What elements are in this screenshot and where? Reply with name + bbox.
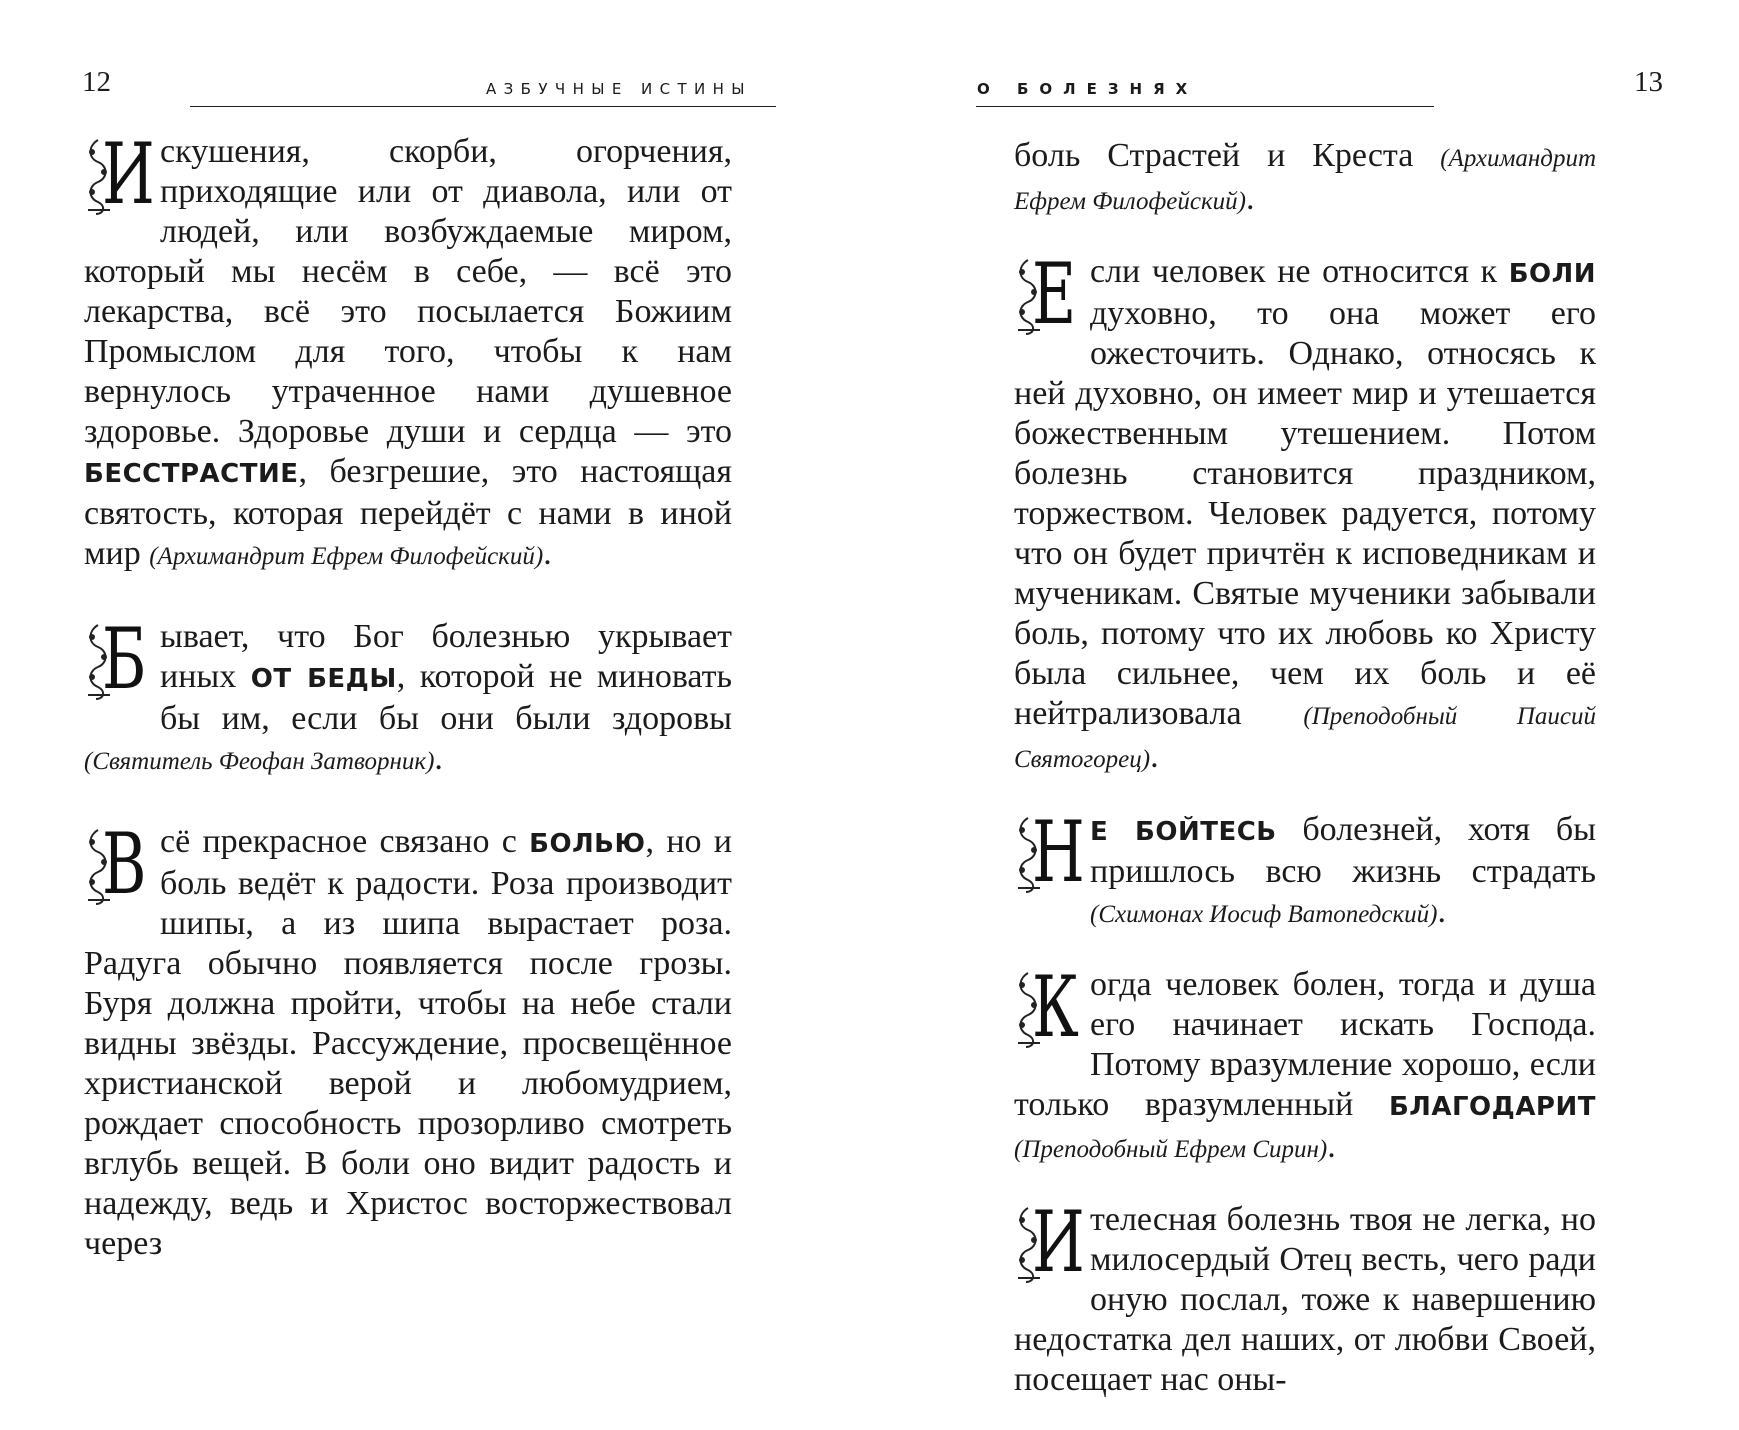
right-page — [870, 0, 1739, 1398]
paragraph — [1014, 958, 1596, 1170]
paragraph-text: огда человек болен, тогда и душа его начинает искать Господа. Потому вразумление хорошо, если только вразумленный — [1014, 966, 1596, 1123]
paragraph-text: , безгрешие, это настоящая святость, которая перейдёт с нами в иной мир — [84, 453, 732, 572]
drop-cap — [1014, 958, 1082, 1056]
drop-cap — [1014, 803, 1085, 901]
drop-cap — [84, 125, 155, 223]
keyword: Е БОЙТЕСЬ — [1090, 817, 1277, 847]
drop-cap-letter: К — [1032, 958, 1079, 1056]
drop-cap — [1014, 245, 1082, 343]
citation: (Схимонах Иосиф Ватопедский) — [1090, 901, 1438, 928]
paragraph — [84, 815, 732, 1264]
paragraph-end: . — [1245, 180, 1255, 217]
page-number: 13 — [1634, 66, 1663, 98]
paragraph — [84, 610, 733, 782]
paragraph-text: боль Страстей и Креста — [1014, 137, 1441, 174]
paragraph-continuation — [1014, 136, 1596, 222]
drop-cap-letter: В — [102, 815, 147, 913]
paragraph-end: . — [434, 740, 443, 777]
paragraph-end: . — [1150, 738, 1159, 775]
paragraph-text: болезней, хотя бы пришлось всю жизнь страдать — [1090, 811, 1596, 890]
page-number: 12 — [82, 66, 111, 98]
left-page — [0, 0, 870, 1274]
drop-cap-letter: И — [1032, 1193, 1085, 1291]
header-rule — [190, 106, 776, 107]
citation: (Преподобный Ефрем Сирин) — [1014, 1136, 1328, 1163]
drop-cap-letter: Б — [102, 610, 147, 708]
paragraph-end: . — [543, 535, 552, 572]
citation: (Архимандрит Ефрем Филофейский) — [1014, 145, 1596, 215]
keyword: БЛАГОДАРИТ — [1388, 1092, 1596, 1122]
paragraph — [1014, 245, 1596, 780]
page-body — [1014, 136, 1596, 1430]
drop-cap-letter: И — [102, 125, 155, 223]
paragraph — [1014, 1193, 1596, 1400]
drop-cap — [84, 610, 152, 708]
paragraph-text: , но и боль ведёт к радости. Роза производит шипы, а из шипа вырастает роза. Радуга обычно появляется после грозы. Буря должна пройти, чтобы на небе стали видны звёзды. Рассуждение, просвещённое христианской верой и любомудрием, рождает способность прозорливо смотреть вглубь вещей. В боли оно видит радость и надежду, ведь и Христос восторжествовал через — [84, 823, 732, 1262]
paragraph-end: . — [1327, 1128, 1336, 1165]
paragraph-text: сли человек не относится к — [1090, 253, 1509, 290]
paragraph-end: . — [1437, 893, 1447, 930]
paragraph-text: ывает, что Бог болезнью укрывает иных — [160, 618, 732, 695]
paragraph-text: духовно, то она может его ожесточить. Однако, относясь к ней духовно, он имеет мир и утешается божественным утешением. Потом болезнь становится праздником, торжеством. Человек радуется, потому что он будет причтён к исповедникам и мученикам. Святые мученики забывали боль, потому что их любовь ко Христу была сильнее, чем их боль и её нейтрализовала — [1014, 295, 1596, 732]
paragraph-text: , которой не миновать бы им, если бы они были здоровы — [160, 658, 733, 737]
drop-cap — [1014, 1193, 1085, 1291]
keyword: БОЛИ — [1508, 259, 1596, 289]
keyword: БОЛЬЮ — [529, 829, 646, 859]
keyword: ОТ БЕДЫ — [250, 664, 397, 694]
page-body — [84, 125, 733, 1304]
paragraph — [1014, 803, 1596, 935]
citation: (Святитель Феофан Затворник) — [84, 748, 435, 775]
running-head: АЗБУЧНЫЕ ИСТИНЫ — [486, 80, 752, 98]
citation: (Архимандрит Ефрем Филофейский) — [149, 543, 544, 570]
paragraph-text: сё прекрасное связано с — [160, 823, 530, 860]
drop-cap — [84, 815, 152, 913]
header-rule — [976, 106, 1434, 107]
keyword: БЕССТРАСТИЕ — [84, 459, 299, 489]
citation: (Преподобный Паисий Святогорец) — [1014, 703, 1596, 773]
drop-cap-letter: Н — [1032, 803, 1085, 901]
running-head: О БОЛЕЗНЯХ — [977, 80, 1199, 98]
paragraph-text: телесная болезнь твоя не легка, но милосердый Отец весть, чего ради оную послал, тоже к навершению недостатка дел наших, от любви Своей, посещает нас оны- — [1014, 1201, 1596, 1398]
paragraph-text: скушения, скорби, огорчения, приходящие или от диавола, или от людей, или возбуждаемые миром, который мы несём в себе, — всё это лекарства, всё это посылается Божиим Промыслом для того, чтобы к нам вернулось утраченное нами душевное здоровье. Здоровье души и сердца — это — [84, 133, 732, 450]
drop-cap-letter: Е — [1032, 245, 1077, 343]
paragraph — [84, 125, 732, 577]
